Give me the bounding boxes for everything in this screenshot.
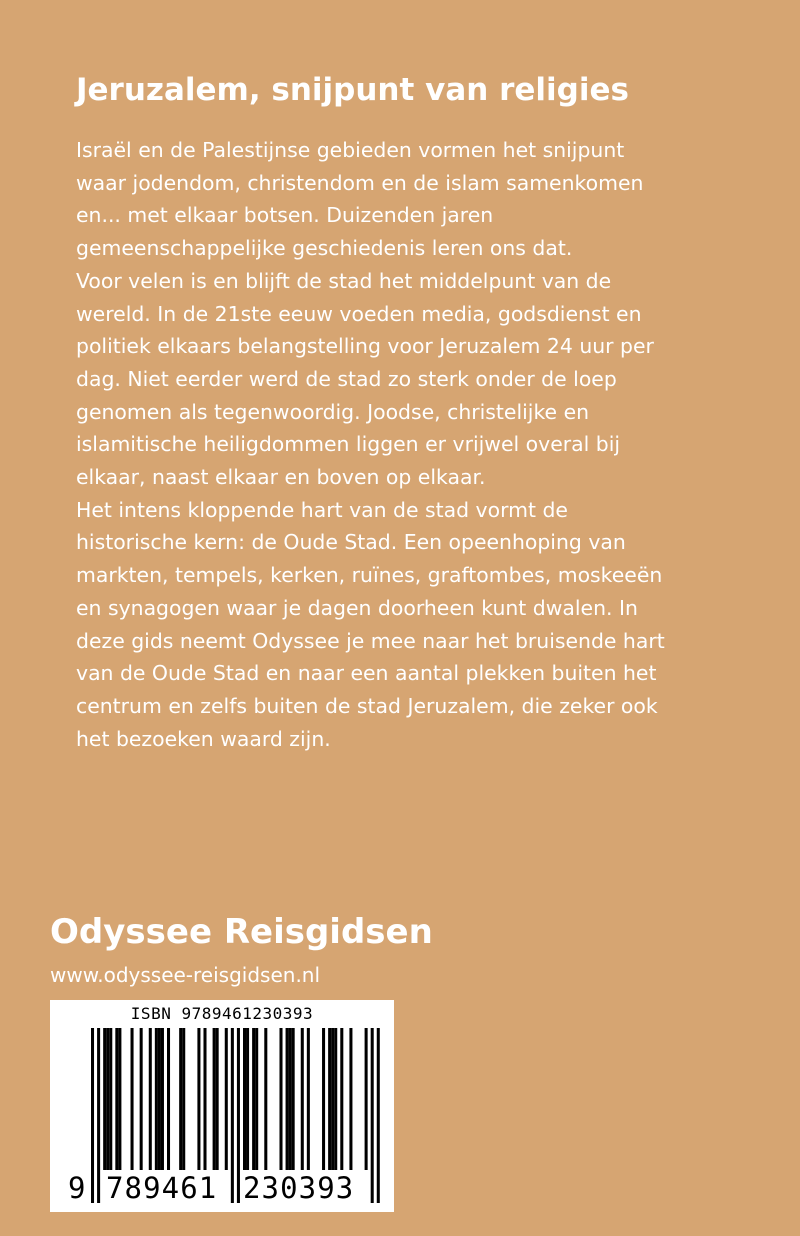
barcode-bar: [106, 1028, 109, 1170]
barcode-bar: [182, 1028, 185, 1170]
barcode-bar: [155, 1028, 158, 1170]
barcode-bar: [161, 1028, 164, 1170]
isbn-label: ISBN 9789461230393: [130, 1004, 314, 1023]
website-link[interactable]: www.odyssee-reisgidsen.nl: [50, 963, 321, 987]
barcode-bar: [225, 1028, 228, 1170]
isbn-barcode: [50, 1000, 394, 1212]
page-title: Jeruzalem, snijpunt van religies: [76, 72, 629, 108]
barcode-bar: [286, 1028, 289, 1170]
barcode-bar: [340, 1028, 343, 1170]
barcode-bar: [252, 1028, 255, 1170]
body-line: wereld. In de 21ste eeuw voeden media, godsdienst en: [76, 301, 642, 326]
barcode-bar: [103, 1028, 106, 1170]
barcode-bar: [140, 1028, 143, 1170]
barcode-bar: [131, 1028, 134, 1170]
body-line: Israël en de Palestijnse gebieden vormen het snijpunt: [76, 138, 625, 162]
body-line: centrum en zelfs buiten de stad Jeruzalem, die zeker ook: [76, 693, 658, 718]
barcode-bar: [365, 1028, 368, 1170]
barcode-bar: [334, 1028, 337, 1170]
barcode-bar: [349, 1028, 352, 1170]
barcode-bar: [331, 1028, 334, 1170]
body-line: waar jodendom, christendom en de islam samenkomen: [76, 170, 644, 195]
barcode-bar: [292, 1028, 295, 1170]
barcode-guard-bar: [377, 1028, 380, 1203]
barcode-bar: [246, 1028, 249, 1170]
body-line: het bezoeken waard zijn.: [76, 726, 331, 751]
barcode-guard-bar: [371, 1028, 374, 1203]
barcode-bar: [289, 1028, 292, 1170]
body-line: islamitische heiligdommen liggen er vrijwel overal bij: [76, 432, 621, 457]
body-line: Het intens kloppende hart van de stad vormt de: [76, 497, 568, 522]
barcode-bar: [255, 1028, 258, 1170]
barcode-bar: [301, 1028, 304, 1170]
barcode-bar: [216, 1028, 219, 1170]
barcode-bar: [158, 1028, 161, 1170]
barcode-guard-bar: [97, 1028, 100, 1203]
body-line: van de Oude Stad en naar een aantal plekken buiten het: [76, 661, 657, 686]
body-line: politiek elkaars belangstelling voor Jeruzalem 24 uur per: [76, 334, 654, 359]
body-line: elkaar, naast elkaar en boven op elkaar.: [76, 465, 486, 490]
barcode-bar: [197, 1028, 200, 1170]
barcode-bar: [179, 1028, 182, 1170]
barcode-bar: [213, 1028, 216, 1170]
body-line: markten, tempels, kerken, ruïnes, graftombes, moskeeën: [76, 563, 663, 588]
barcode-bar: [322, 1028, 325, 1170]
barcode-guard-bar: [231, 1028, 234, 1203]
barcode-bar: [264, 1028, 267, 1170]
barcode-bar: [307, 1028, 310, 1170]
publisher-name: Odyssee Reisgidsen: [50, 912, 433, 952]
barcode-bar: [243, 1028, 246, 1170]
barcode-bar: [279, 1028, 282, 1170]
barcode-left-digits: 789461: [106, 1171, 218, 1205]
barcode-bar: [149, 1028, 152, 1170]
barcode-bar: [328, 1028, 331, 1170]
barcode-bar: [203, 1028, 206, 1170]
description-text: [76, 134, 776, 755]
barcode-guard-bar: [237, 1028, 240, 1203]
barcode-right-digits: 230393: [243, 1171, 355, 1205]
body-line: Voor velen is en blijft de stad het middelpunt van de: [76, 268, 612, 293]
body-line: en... met elkaar botsen. Duizenden jaren: [76, 203, 494, 228]
body-line: deze gids neemt Odyssee je mee naar het bruisende hart: [76, 628, 665, 653]
body-line: en synagogen waar je dagen doorheen kunt dwalen. In: [76, 595, 638, 620]
barcode-guard-bar: [91, 1028, 94, 1203]
body-line: gemeenschappelijke geschiedenis leren ons dat.: [76, 236, 573, 261]
barcode-bar: [115, 1028, 118, 1170]
body-line: genomen als tegenwoordig. Joodse, christelijke en: [76, 399, 590, 424]
body-line: historische kern: de Oude Stad. Een opeenhoping van: [76, 530, 626, 555]
barcode-bar: [167, 1028, 170, 1170]
barcode-bar: [109, 1028, 112, 1170]
barcode-lead-digit: 9: [68, 1171, 86, 1205]
body-line: dag. Niet eerder werd de stad zo sterk onder de loep: [76, 366, 617, 391]
barcode-bar: [118, 1028, 121, 1170]
